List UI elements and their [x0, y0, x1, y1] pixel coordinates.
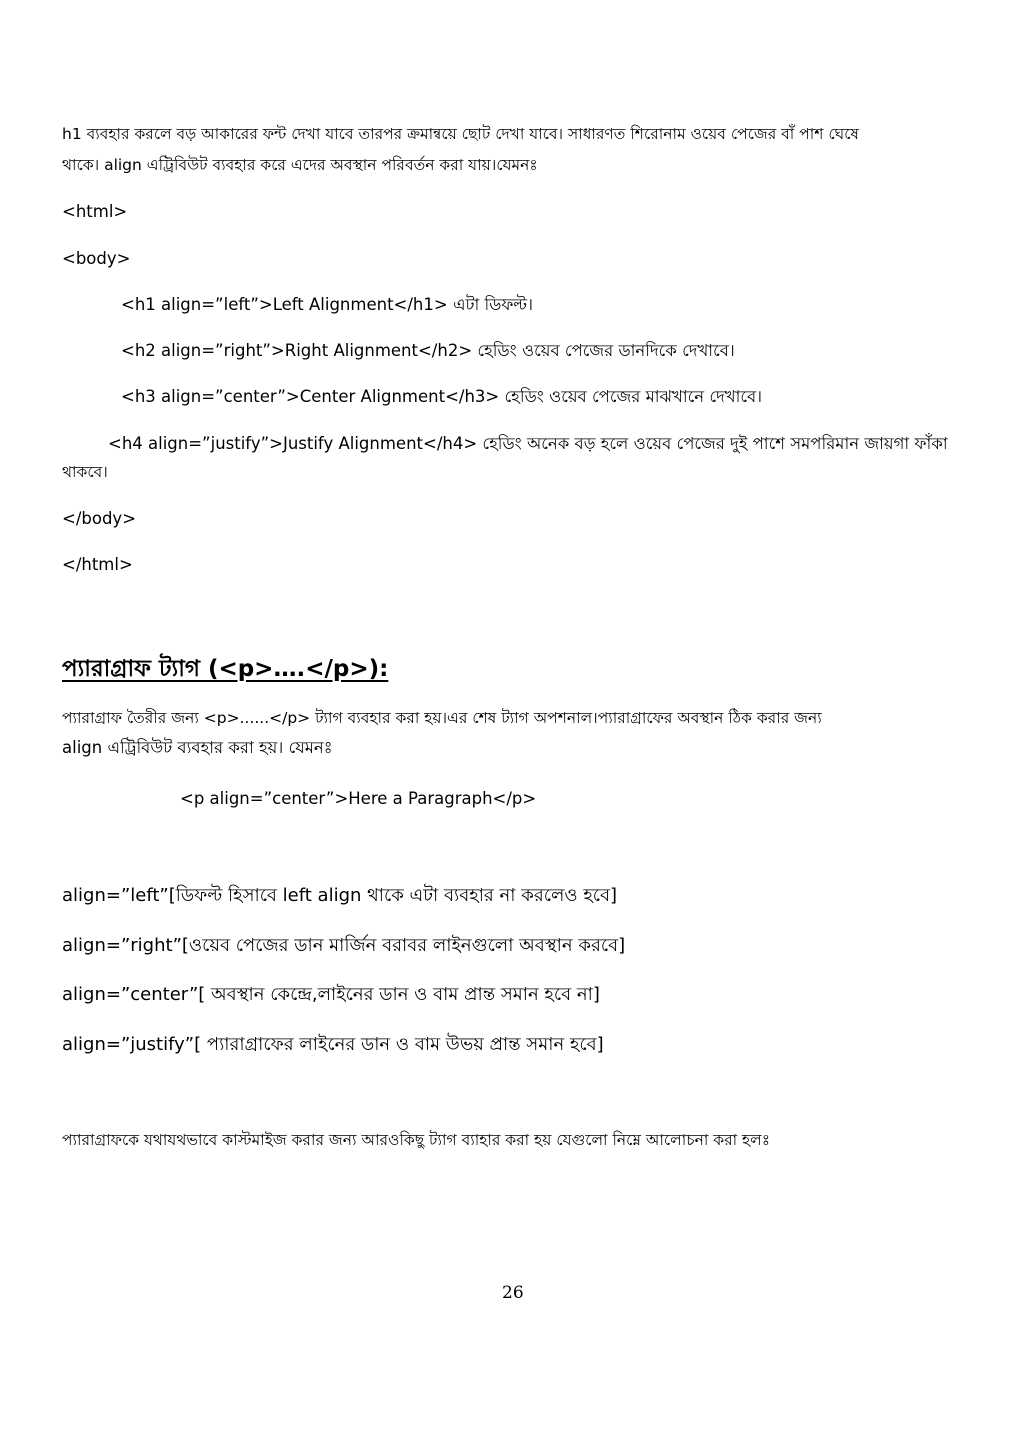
- align-option-justify: align=”justify”[ প্যারাগ্রাফের লাইনের ডান ও বাম উভয় প্রান্ত সমান হবে]: [62, 1034, 604, 1055]
- code-body-open: <body>: [62, 249, 131, 268]
- code-body-close: </body>: [62, 509, 137, 528]
- align-option-right: align=”right”[ওয়েব পেজের ডান মার্জিন বরাবর লাইনগুলো অবস্থান করবে]: [62, 935, 626, 956]
- code-h2-line: <h2 align=”right”>Right Alignment</h2> হেডিং ওয়েব পেজের ডানদিকে দেখাবে।: [121, 341, 735, 360]
- code-html-close: </html>: [62, 555, 133, 574]
- code-html-open: <html>: [62, 202, 128, 221]
- intro-line-1: h1 ব্যবহার করলে বড় আকারের ফন্ট দেখা যাবে তারপর ক্রমান্বয়ে ছোট দেখা যাবে। সাধারণত শিরোনাম ওয়েব পেজের বাঁ পাশ ঘেষে: [62, 125, 859, 143]
- code-h1-line: <h1 align=”left”>Left Alignment</h1> এটা ডিফল্ট।: [121, 295, 534, 314]
- code-h3-line: <h3 align=”center”>Center Alignment</h3> হেডিং ওয়েব পেজের মাঝখানে দেখাবে।: [121, 387, 763, 406]
- code-h4-line-1: <h4 align=”justify”>Justify Alignment</h4> হেডিং অনেক বড় হলে ওয়েব পেজের দুই পাশে সমপরিমান জায়গা ফাঁকা: [108, 434, 948, 453]
- section-desc-line-2: align এট্রিবিউট ব্যবহার করা হয়। যেমনঃ: [62, 738, 333, 757]
- closing-text: প্যারাগ্রাফকে যথাযথভাবে কাস্টমাইজ করার জন্য আরওকিছু ট্যাগ ব্যাহার করা হয় যেগুলো নিম্নে আলোচনা করা হলঃ: [62, 1131, 770, 1149]
- paragraph-example-code: <p align=”center”>Here a Paragraph</p>: [180, 789, 537, 808]
- page-number: 26: [502, 1283, 524, 1303]
- align-option-center: align=”center”[ অবস্থান কেন্দ্রে,লাইনের ডান ও বাম প্রান্ত সমান হবে না]: [62, 984, 600, 1005]
- code-h4-line-2: থাকবে।: [62, 463, 108, 481]
- section-desc-line-1: প্যারাগ্রাফ তৈরীর জন্য <p>......</p> ট্যাগ ব্যবহার করা হয়।এর শেষ ট্যাগ অপশনাল।প্যারাগ্রাফের অবস্থান ঠিক করার জন্য: [62, 709, 822, 727]
- align-option-left: align=”left”[ডিফল্ট হিসাবে left align থাকে এটা ব্যবহার না করলেও হবে]: [62, 885, 618, 906]
- intro-line-2: থাকে। align এট্রিবিউট ব্যবহার করে এদের অবস্থান পরিবর্তন করা যায়।যেমনঃ: [62, 156, 538, 174]
- section-heading: প্যারাগ্রাফ ট্যাগ (<p>….</p>):: [62, 656, 389, 682]
